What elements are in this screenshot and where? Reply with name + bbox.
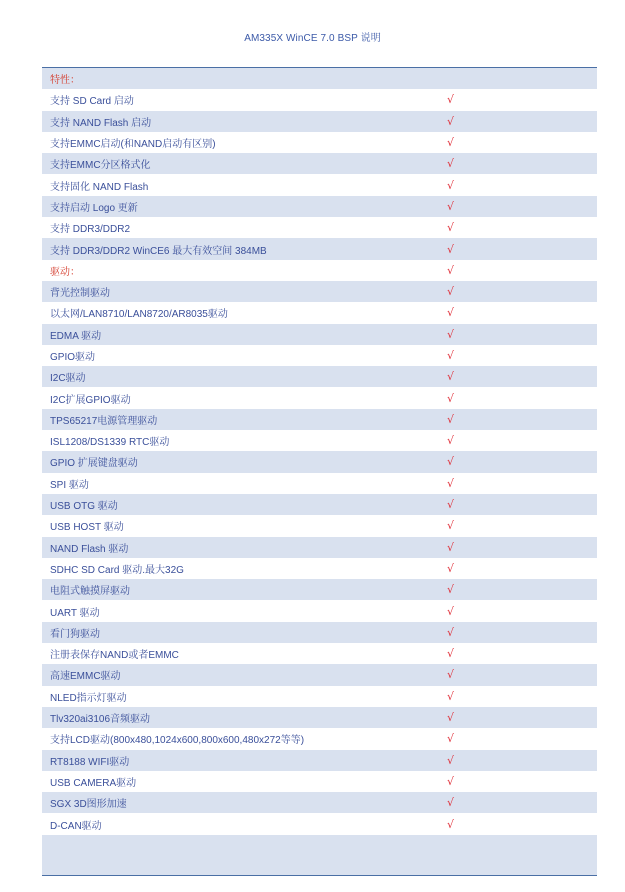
feature-label: 支持LCD驱动(800x480,1024x600,800x600,480x272等等) [50,735,305,747]
table-row [42,281,597,302]
feature-label: UART 驱动 [50,607,100,619]
feature-label: GPIO 扩展键盘驱动 [50,458,138,470]
table-row [42,111,597,132]
table-row [42,345,597,366]
table-row [42,89,597,110]
check-icon: √ [447,242,455,256]
check-icon: √ [447,817,455,831]
feature-label: 支持启动 Logo 更新 [50,202,138,214]
feature-label: 注册表保存NAND或者EMMC [50,650,179,662]
feature-label: 背光控制驱动 [50,288,110,300]
table-row [42,196,597,217]
feature-table [42,67,597,876]
check-icon: √ [447,583,455,597]
check-icon: √ [447,625,455,639]
check-icon: √ [447,796,455,810]
table-row [42,622,597,643]
section-header-row [42,68,597,89]
feature-label: NLED指示灯驱动 [50,692,127,704]
table-row [42,686,597,707]
feature-label: NAND Flash 驱动 [50,543,129,555]
check-icon: √ [447,732,455,746]
table-row [42,792,597,813]
feature-label: RT8188 WIFI驱动 [50,756,130,768]
table-row [42,473,597,494]
check-icon: √ [447,114,455,128]
table-row [42,238,597,259]
table-row [42,451,597,472]
check-icon: √ [447,199,455,213]
check-icon: √ [447,370,455,384]
check-icon: √ [447,285,455,299]
feature-label: EDMA 驱动 [50,330,102,342]
table-row [42,600,597,621]
feature-label: SPI 驱动 [50,479,89,491]
table-row [42,366,597,387]
check-icon: √ [447,391,455,405]
table-row [42,771,597,792]
feature-label: 支持 DDR3/DDR2 [50,224,131,236]
check-icon: √ [447,711,455,725]
table-row [42,217,597,238]
check-icon: √ [447,689,455,703]
table-row [42,409,597,430]
feature-label: 支持固化 NAND Flash [50,181,149,193]
check-icon: √ [447,349,455,362]
feature-label: I2C驱动 [50,373,86,385]
check-icon: √ [447,561,455,575]
table-row [42,515,597,536]
table-row [42,813,597,834]
check-icon: √ [447,455,455,469]
table-row [42,387,597,408]
feature-label: D-CAN驱动 [50,820,102,832]
feature-label: Tlv320ai3106音频驱动 [50,714,151,726]
check-icon: √ [447,178,455,192]
feature-label: TPS65217电源管理驱动 [50,415,158,427]
table-row [42,643,597,664]
table-row [42,153,597,174]
empty-row [42,835,597,875]
feature-label: 以太网/LAN8710/LAN8720/AR8035驱动 [50,309,228,321]
feature-label: I2C扩展GPIO驱动 [50,394,131,406]
table-row [42,579,597,600]
section-label: 驱动： [50,266,80,278]
feature-label: 高速EMMC驱动 [50,671,121,683]
table-row [42,132,597,153]
table-row [42,750,597,771]
feature-label: 支持EMMC启动(和NAND启动有区别) [50,139,216,151]
check-icon: √ [447,476,455,490]
feature-label: USB HOST 驱动 [50,522,124,534]
feature-label: 看门狗驱动 [50,628,100,640]
table-row [42,707,597,728]
feature-label: GPIO驱动 [50,352,96,363]
document-title: AM335X WinCE 7.0 BSP 说明 [244,33,381,44]
feature-label: ISL1208/DS1339 RTC驱动 [50,437,170,449]
check-icon: √ [447,327,455,341]
feature-label: 支持EMMC分区格式化 [50,160,151,172]
table-row [42,430,597,451]
table-row [42,537,597,558]
feature-label: 电阻式触摸屏驱动 [50,586,130,598]
feature-label: 支持 DDR3/DDR2 WinCE6 最大有效空间 384MB [50,245,267,257]
table-row [42,494,597,515]
table-row [42,558,597,579]
check-icon: √ [447,774,455,788]
table-row [42,324,597,345]
feature-label: USB OTG 驱动 [50,501,118,513]
feature-label: 支持 NAND Flash 启动 [50,117,152,129]
check-icon: √ [447,221,455,235]
table-row [42,174,597,195]
check-icon: √ [447,604,455,618]
check-icon: √ [447,136,455,150]
feature-label: USB CAMERA驱动 [50,777,137,789]
feature-label: SGX 3D图形加速 [50,799,127,811]
section-header-row [42,260,597,281]
check-icon: √ [447,540,455,554]
check-icon: √ [447,647,455,661]
check-icon: √ [447,519,455,533]
check-icon: √ [447,668,455,682]
check-icon: √ [447,306,455,320]
feature-label: 支持 SD Card 启动 [50,96,134,108]
check-icon: √ [447,412,455,426]
table-row [42,664,597,685]
table-row [42,728,597,749]
section-label: 特性： [50,75,80,87]
check-icon: √ [447,434,455,448]
check-icon: √ [447,157,455,171]
feature-label: SDHC SD Card 驱动.最大32G [50,564,184,576]
check-icon: √ [447,753,455,767]
table-row [42,302,597,323]
check-icon: √ [447,263,455,277]
check-icon: √ [447,498,455,512]
check-icon: √ [447,93,455,107]
